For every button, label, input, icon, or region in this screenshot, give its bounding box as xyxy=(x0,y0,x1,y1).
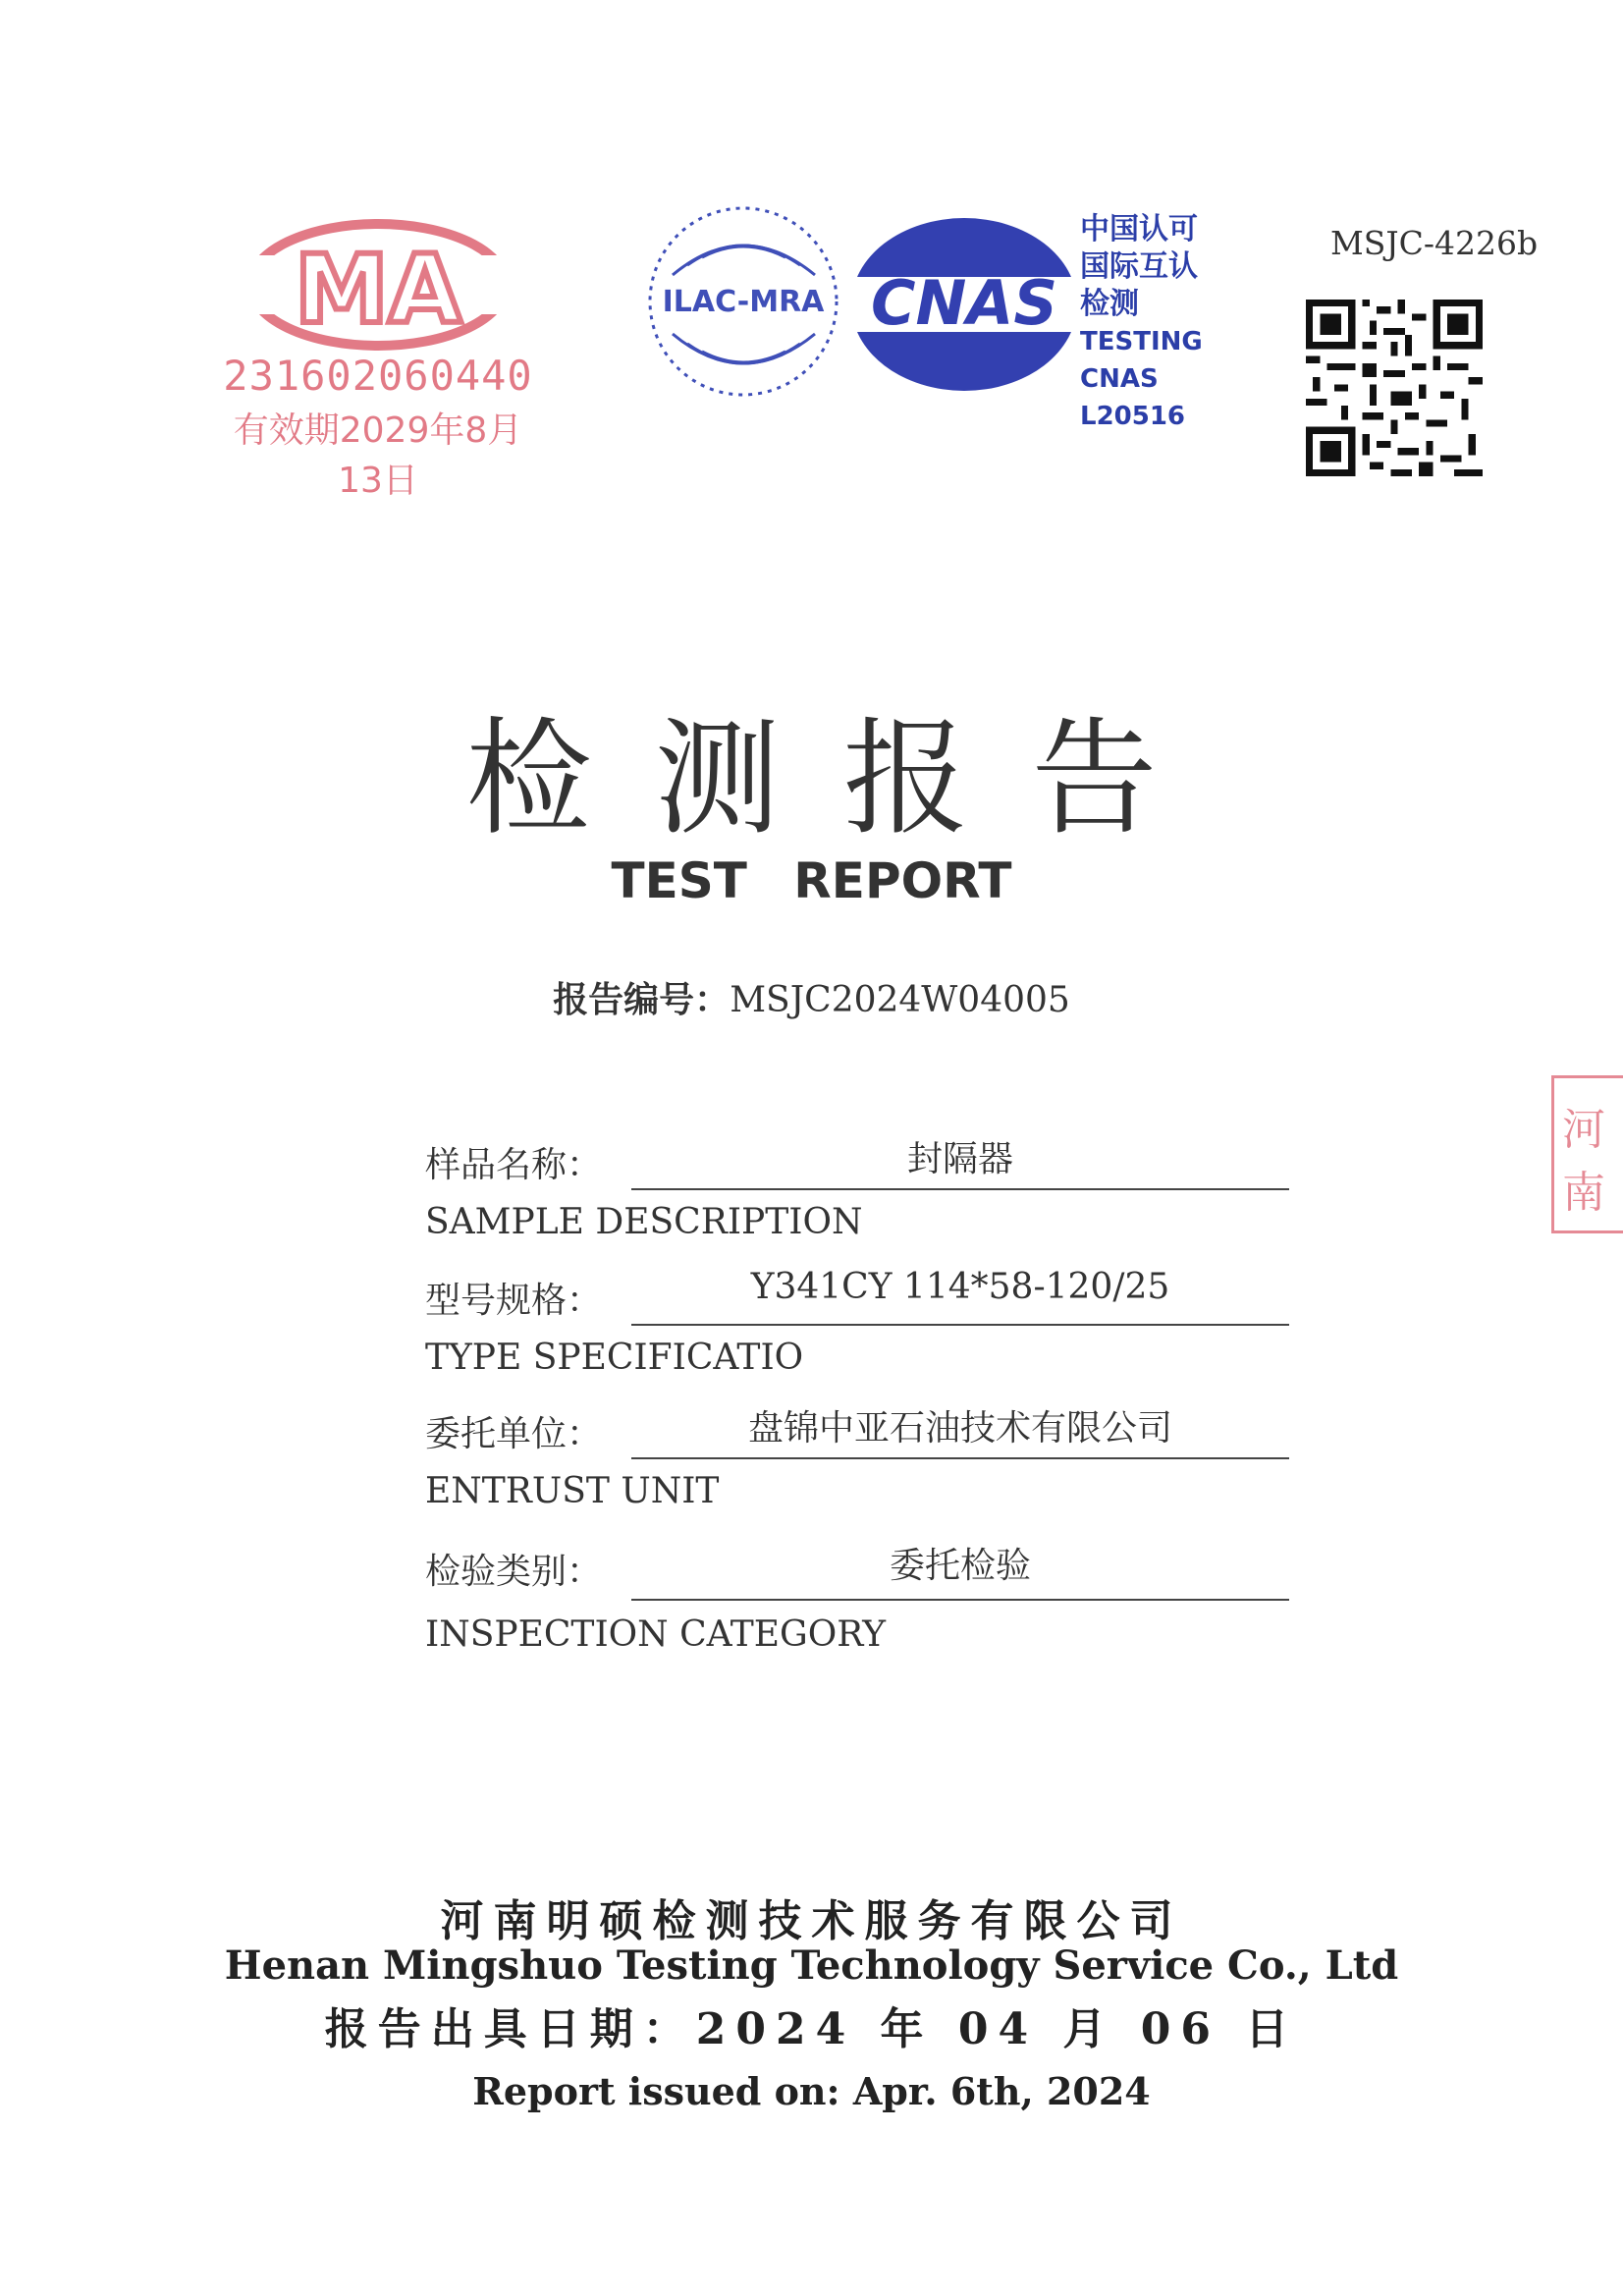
report-title-cn: 检测报告 xyxy=(465,706,1220,852)
field-underline xyxy=(631,1457,1289,1459)
field-type-specification xyxy=(425,1267,1289,1410)
field-entrust-unit xyxy=(425,1406,1289,1544)
cnas-line-4: TESTING xyxy=(1080,327,1203,356)
field-underline xyxy=(631,1188,1289,1190)
field-label-cn: 检验类别： xyxy=(425,1552,603,1592)
cnas-line-2: 国际互认 xyxy=(1080,249,1198,284)
field-label-en: SAMPLE DESCRIPTION xyxy=(425,1202,863,1242)
company-name-en: Henan Mingshuo Testing Technology Service Co., Ltd xyxy=(224,1942,1399,1989)
field-label-en: INSPECTION CATEGORY xyxy=(425,1614,887,1655)
report-number-value: MSJC2024W04005 xyxy=(730,980,1070,1020)
cnas-logo-icon xyxy=(849,216,1080,393)
field-label-en: TYPE SPECIFICATIO xyxy=(425,1338,804,1378)
report-number-label: 报告编号： xyxy=(553,980,730,1020)
report-number xyxy=(0,972,1623,1022)
cnas-line-3: 检测 xyxy=(1080,287,1139,321)
ilac-mra-logo-icon xyxy=(643,196,844,408)
company-name-cn: 河南明硕检测技术服务有限公司 xyxy=(440,1896,1183,1946)
field-underline xyxy=(631,1324,1289,1326)
cnas-accreditation-text xyxy=(1080,211,1237,435)
field-label-en: ENTRUST UNIT xyxy=(425,1471,720,1511)
ma-certification-stamp xyxy=(216,216,540,501)
ma-stamp-number: 231602060440 xyxy=(223,352,533,400)
side-seal-stamp xyxy=(1551,1075,1623,1233)
issue-date-cn: 报告出具日期：2024 年 04 月 06 日 xyxy=(324,2004,1299,2054)
qr-code-icon xyxy=(1306,300,1483,476)
ma-logo-icon xyxy=(245,216,511,354)
cnas-line-1: 中国认可 xyxy=(1080,212,1198,246)
field-value: Y341CY 114*58-120/25 xyxy=(750,1267,1170,1307)
ma-stamp-validity: 有效期2029年8月13日 xyxy=(233,410,523,501)
side-seal-text: 河南 xyxy=(1562,1105,1605,1218)
field-underline xyxy=(631,1599,1289,1601)
issue-date-en: Report issued on: Apr. 6th, 2024 xyxy=(472,2069,1151,2113)
svg-text:CNAS: CNAS xyxy=(870,267,1058,339)
field-value: 委托检验 xyxy=(889,1546,1031,1586)
svg-text:MA: MA xyxy=(295,235,461,345)
cnas-line-5: CNAS L20516 xyxy=(1080,364,1186,431)
field-label-cn: 样品名称： xyxy=(425,1145,603,1185)
field-sample-description xyxy=(425,1137,1289,1275)
field-value: 盘锦中亚石油技术有限公司 xyxy=(747,1408,1172,1449)
field-label-cn: 型号规格： xyxy=(425,1281,603,1321)
field-value: 封隔器 xyxy=(906,1139,1013,1179)
form-code: MSJC-4226b xyxy=(1330,224,1539,262)
report-title-en: TEST REPORT xyxy=(611,852,1012,909)
field-label-cn: 委托单位： xyxy=(425,1414,603,1454)
field-inspection-category xyxy=(425,1544,1289,1681)
svg-text:ILAC-MRA: ILAC-MRA xyxy=(662,285,825,319)
